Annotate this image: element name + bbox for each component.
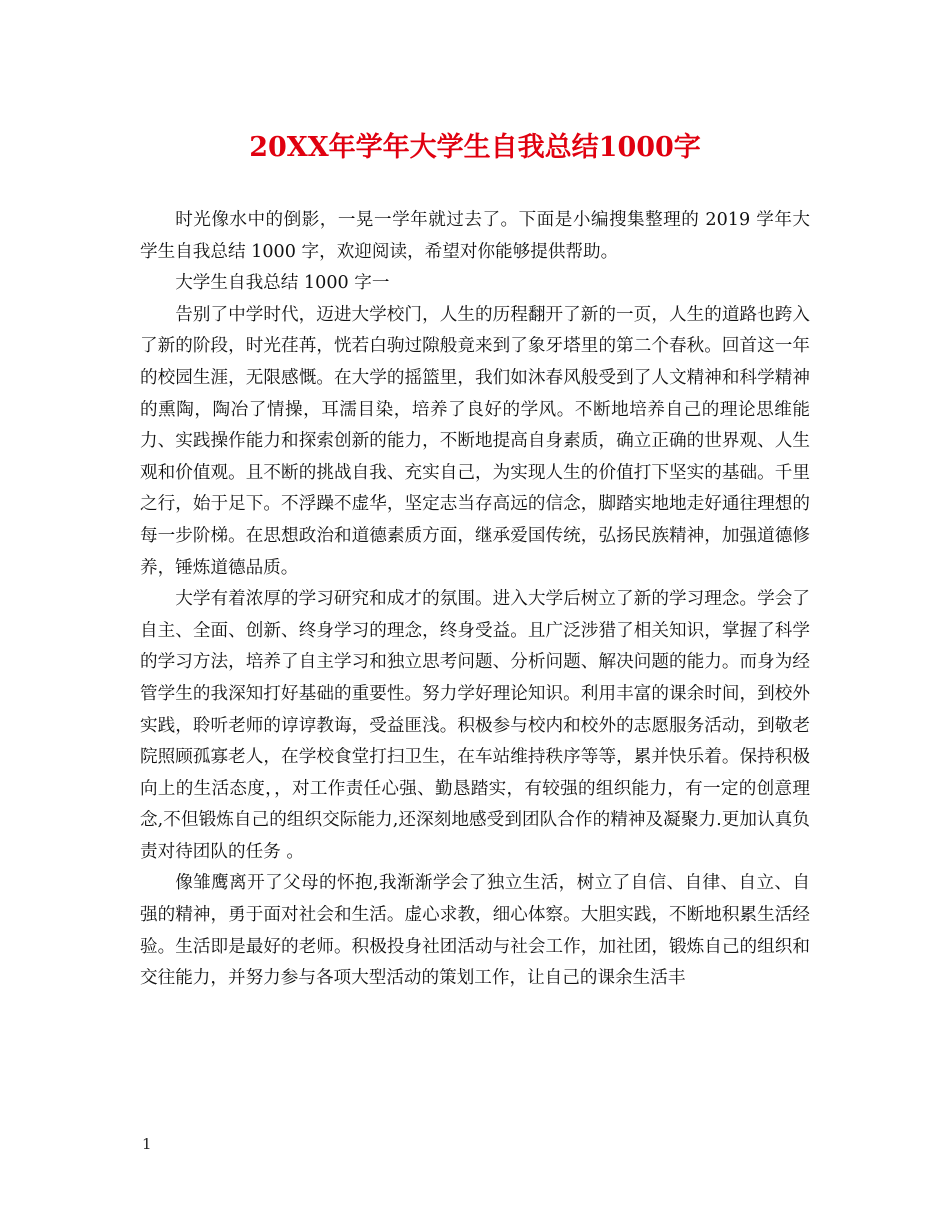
paragraph-intro: 时光像水中的倒影，一晃一学年就过去了。下面是小编搜集整理的 2019 学年大学生自我总结 1000 字，欢迎阅读，希望对你能够提供帮助。: [140, 210, 810, 262]
paragraph-2: 大学有着浓厚的学习研究和成才的氛围。进入大学后树立了新的学习理念。学会了自主、全面、创新、终身学习的理念，终身受益。且广泛涉猎了相关知识，掌握了科学的学习方法，培养了自主学习和独立思考问题、分析问题、解决问题的能力。而身为经管学生的我深知打好基础的重要性。努力学好理论知识。利用丰富的课余时间，到校外实践，聆听老师的谆谆教诲，受益匪浅。积极参与校内和校外的志愿服务活动，到敬老院照顾孤寡老人，在学校食堂打扫卫生，在车站维持秩序等等，累并快乐着。保持积极向上的生活态度，，对工作责任心强、勤恳踏实，有较强的组织能力，有一定的创意理念,不但锻炼自己的组织交际能力,还深刻地感受到团队合作的精神及凝聚力.更加认真负责对待团队的任务 。: [140, 589, 810, 862]
paragraph-3: 像雏鹰离开了父母的怀抱,我渐渐学会了独立生活，树立了自信、自律、自立、自强的精神，勇于面对社会和生活。虚心求教，细心体察。大胆实践，不断地积累生活经验。生活即是最好的老师。积极投身社团活动与社会工作，加社团，锻炼自己的组织和交往能力，并努力参与各项大型活动的策划工作，让自己的课余生活丰: [140, 873, 810, 989]
page-number: 1: [142, 1135, 152, 1153]
section-heading: 大学生自我总结 1000 字一: [175, 273, 390, 294]
document-body: [140, 205, 810, 995]
document-title: 20XX年学年大学生自我总结1000字: [249, 132, 701, 163]
paragraph-1: 告别了中学时代，迈进大学校门，人生的历程翻开了新的一页，人生的道路也跨入了新的阶段，时光荏苒，恍若白驹过隙般竟来到了象牙塔里的第二个春秋。回首这一年的校园生涯，无限感慨。在大学的摇篮里，我们如沐春风般受到了人文精神和科学精神的熏陶，陶冶了情操，耳濡目染，培养了良好的学风。不断地培养自己的理论思维能力、实践操作能力和探索创新的能力，不断地提高自身素质，确立正确的世界观、人生观和价值观。且不断的挑战自我、充实自己，为实现人生的价值打下坚实的基础。千里之行，始于足下。不浮躁不虚华，坚定志当存高远的信念，脚踏实地地走好通往理想的每一步阶梯。在思想政治和道德素质方面，继承爱国传统，弘扬民族精神，加强道德修养，锤炼道德品质。: [140, 304, 810, 578]
